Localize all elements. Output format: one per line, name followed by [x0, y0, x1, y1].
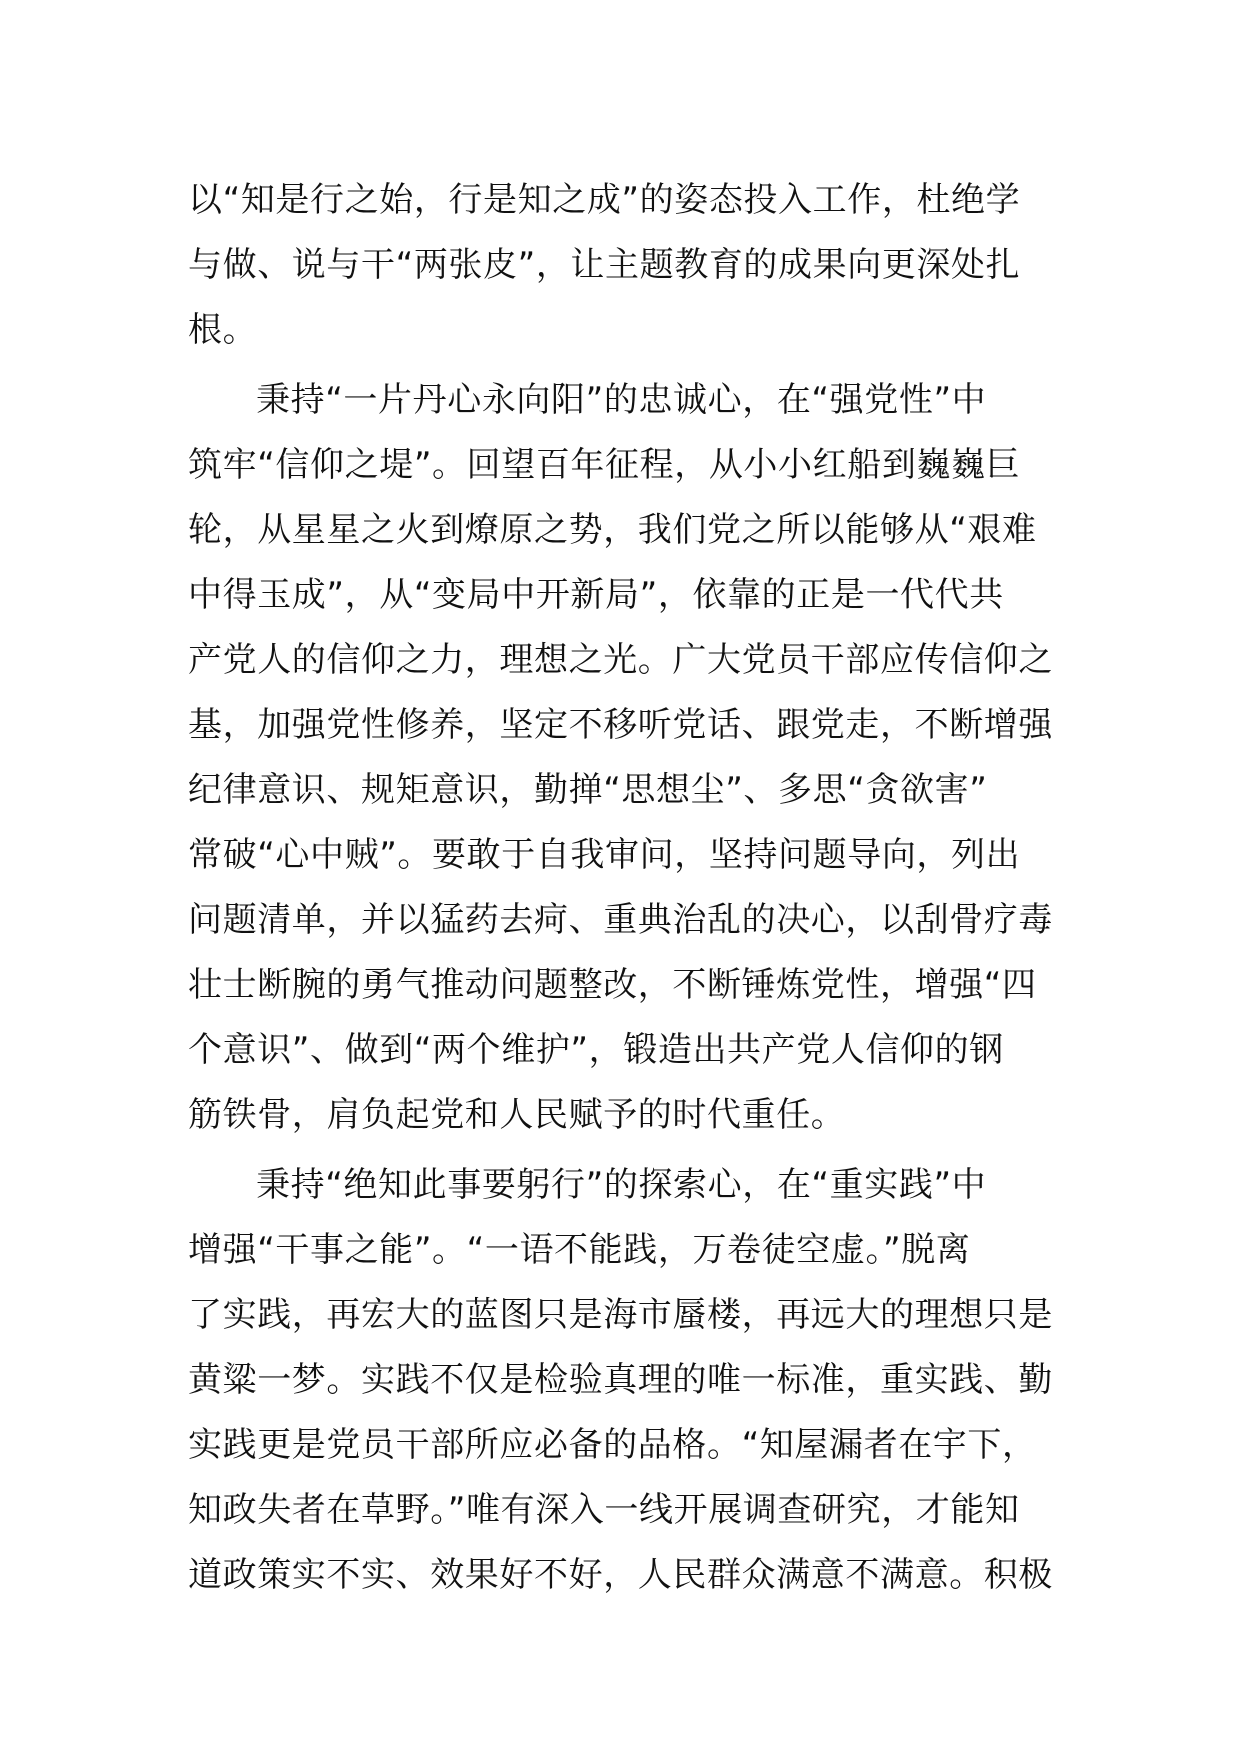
text-line: 纪律意识、规矩意识，勤掸“思想尘”、多思“贪欲害” — [188, 770, 988, 810]
text-line: 问题清单，并以猛药去疴、重典治乱的决心，以刮骨疗毒 — [188, 900, 1053, 940]
text-line-first: 秉持“绝知此事要躬行”的探索心，在“重实践”中 — [256, 1165, 987, 1205]
text-line: 了实践，再宏大的蓝图只是海市蜃楼，再远大的理想只是 — [188, 1295, 1053, 1335]
text-line: 产党人的信仰之力，理想之光。广大党员干部应传信仰之 — [188, 640, 1053, 680]
text-line: 知政失者在草野。”唯有深入一线开展调查研究，才能知 — [188, 1490, 1020, 1530]
text-line: 增强“干事之能”。“一语不能践，万卷徒空虚。”脱离 — [188, 1230, 971, 1270]
paragraph-loyalty — [188, 368, 1058, 1148]
text-line: 黄粱一梦。实践不仅是检验真理的唯一标准，重实践、勤 — [188, 1360, 1053, 1400]
text-line: 基，加强党性修养，坚定不移听党话、跟党走，不断增强 — [188, 705, 1053, 745]
text-line: 个意识”、做到“两个维护”，锻造出共产党人信仰的钢 — [188, 1030, 1004, 1070]
text-line: 根。 — [188, 310, 258, 350]
text-line: 常破“心中贼”。要敢于自我审问，坚持问题导向，列出 — [188, 835, 1021, 875]
text-line: 与做、说与干“两张皮”，让主题教育的成果向更深处扎 — [188, 245, 1021, 285]
text-line: 道政策实不实、效果好不好，人民群众满意不满意。积极 — [188, 1555, 1053, 1595]
text-line: 筑牢“信仰之堤”。回望百年征程，从小小红船到巍巍巨 — [188, 445, 1021, 485]
paragraph-continuation — [188, 168, 1058, 363]
text-line: 壮士断腕的勇气推动问题整改，不断锤炼党性，增强“四 — [188, 965, 1037, 1005]
text-line: 轮，从星星之火到燎原之势，我们党之所以能够从“艰难 — [188, 510, 1037, 550]
text-line-first: 秉持“一片丹心永向阳”的忠诚心，在“强党性”中 — [256, 380, 987, 420]
text-line: 筋铁骨，肩负起党和人民赋予的时代重任。 — [188, 1095, 846, 1135]
paragraph-practice — [188, 1153, 1058, 1608]
text-line: 实践更是党员干部所应必备的品格。“知屋漏者在宇下， — [188, 1425, 1037, 1465]
text-line: 中得玉成”，从“变局中开新局”，依靠的正是一代代共 — [188, 575, 1004, 615]
body-text — [188, 168, 1058, 1613]
text-line: 以“知是行之始，行是知之成”的姿态投入工作，杜绝学 — [188, 180, 1021, 220]
